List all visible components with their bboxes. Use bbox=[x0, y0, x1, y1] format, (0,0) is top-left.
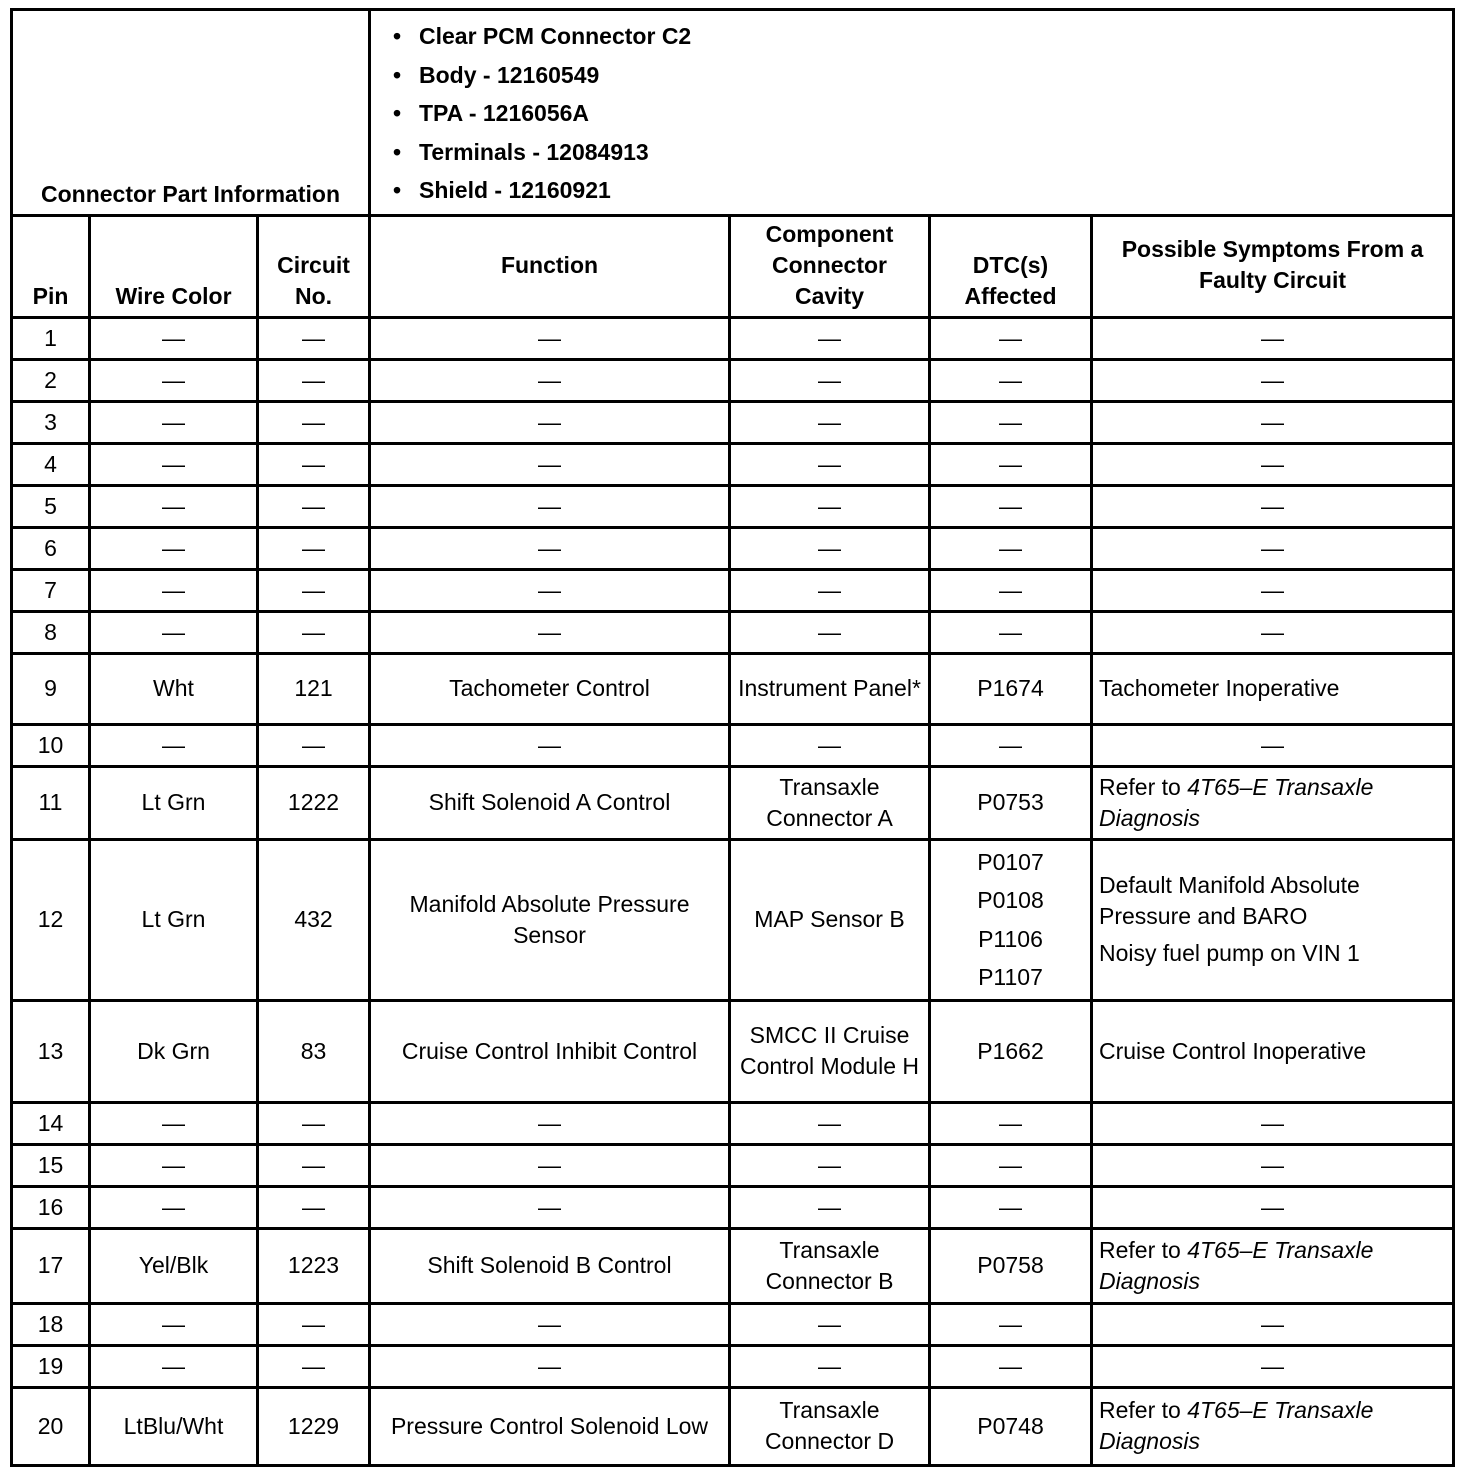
symptom-text: — bbox=[1261, 1109, 1285, 1136]
component-cavity-cell: — bbox=[730, 1102, 930, 1144]
circuit-number-cell: — bbox=[258, 1144, 370, 1186]
symptoms-cell bbox=[1092, 611, 1454, 653]
wire-color-cell: Yel/Blk bbox=[90, 1228, 258, 1303]
symptoms-cell bbox=[1092, 1345, 1454, 1387]
pin-cell: 12 bbox=[12, 839, 90, 1000]
symptom-text: — bbox=[1261, 324, 1285, 351]
circuit-number-cell: 83 bbox=[258, 1000, 370, 1102]
circuit-number-cell: — bbox=[258, 1303, 370, 1345]
wire-color-cell: — bbox=[90, 724, 258, 766]
component-cavity-cell: Transaxle Connector A bbox=[730, 766, 930, 839]
pin-cell: 10 bbox=[12, 724, 90, 766]
symptoms-cell bbox=[1092, 317, 1454, 359]
symptoms-cell bbox=[1092, 1228, 1454, 1303]
symptom-text: — bbox=[1261, 450, 1285, 477]
component-cavity-cell: — bbox=[730, 724, 930, 766]
component-cavity-cell: SMCC II Cruise Control Module H bbox=[730, 1000, 930, 1102]
dtc-code: — bbox=[999, 1352, 1022, 1379]
component-cavity-cell: — bbox=[730, 401, 930, 443]
connector-info-item: • TPA - 1216056A bbox=[419, 94, 1446, 133]
circuit-number-cell: — bbox=[258, 401, 370, 443]
dtc-code: — bbox=[999, 618, 1022, 645]
table-row bbox=[12, 1144, 1454, 1186]
connector-info-label: Connector Part Information bbox=[12, 10, 370, 216]
symptom-text: — bbox=[1261, 1193, 1285, 1220]
table-row bbox=[12, 1000, 1454, 1102]
symptoms-cell bbox=[1092, 527, 1454, 569]
circuit-number-cell: — bbox=[258, 611, 370, 653]
dtc-code: — bbox=[999, 324, 1022, 351]
table-row bbox=[12, 724, 1454, 766]
wire-color-cell: Lt Grn bbox=[90, 766, 258, 839]
pin-cell: 13 bbox=[12, 1000, 90, 1102]
symptom-text: Cruise Control Inoperative bbox=[1099, 1037, 1367, 1064]
circuit-number-cell: — bbox=[258, 359, 370, 401]
dtc-cell bbox=[930, 1303, 1092, 1345]
wire-color-cell: — bbox=[90, 317, 258, 359]
symptom-refer-link[interactable]: 4T65–E Transaxle Diagnosis bbox=[1099, 773, 1374, 831]
symptom-refer-link[interactable]: 4T65–E Transaxle Diagnosis bbox=[1099, 1397, 1374, 1455]
table-row bbox=[12, 611, 1454, 653]
table-row bbox=[12, 443, 1454, 485]
symptoms-cell bbox=[1092, 1303, 1454, 1345]
dtc-code: — bbox=[999, 1109, 1022, 1136]
component-cavity-cell: — bbox=[730, 1186, 930, 1228]
symptoms-cell bbox=[1092, 724, 1454, 766]
function-cell: Cruise Control Inhibit Control bbox=[370, 1000, 730, 1102]
dtc-code: P0108 bbox=[977, 887, 1044, 914]
pin-cell: 16 bbox=[12, 1186, 90, 1228]
function-cell: Shift Solenoid A Control bbox=[370, 766, 730, 839]
function-cell: Pressure Control Solenoid Low bbox=[370, 1387, 730, 1465]
header-wire-color: Wire Color bbox=[90, 215, 258, 317]
component-cavity-cell: Instrument Panel* bbox=[730, 653, 930, 724]
circuit-number-cell: 1222 bbox=[258, 766, 370, 839]
wire-color-cell: — bbox=[90, 1144, 258, 1186]
circuit-number-cell: — bbox=[258, 1102, 370, 1144]
component-cavity-cell: — bbox=[730, 611, 930, 653]
symptoms-cell bbox=[1092, 1102, 1454, 1144]
circuit-number-cell: 1229 bbox=[258, 1387, 370, 1465]
dtc-cell bbox=[930, 1144, 1092, 1186]
symptom-text: — bbox=[1261, 366, 1285, 393]
function-cell: — bbox=[370, 401, 730, 443]
wire-color-cell: — bbox=[90, 569, 258, 611]
symptoms-cell bbox=[1092, 359, 1454, 401]
symptom-text: — bbox=[1261, 731, 1285, 758]
symptoms-cell bbox=[1092, 766, 1454, 839]
component-cavity-cell: — bbox=[730, 359, 930, 401]
dtc-code: — bbox=[999, 534, 1022, 561]
connector-pinout-table bbox=[10, 8, 1455, 1467]
dtc-cell bbox=[930, 724, 1092, 766]
connector-info-list bbox=[377, 13, 1446, 212]
wire-color-cell: — bbox=[90, 611, 258, 653]
dtc-code: P0107 bbox=[977, 848, 1044, 875]
connector-info-item: • Terminals - 12084913 bbox=[419, 133, 1446, 172]
symptoms-cell bbox=[1092, 569, 1454, 611]
circuit-number-cell: 121 bbox=[258, 653, 370, 724]
symptoms-cell bbox=[1092, 443, 1454, 485]
pin-cell: 7 bbox=[12, 569, 90, 611]
pin-cell: 20 bbox=[12, 1387, 90, 1465]
table-row bbox=[12, 1387, 1454, 1465]
dtc-cell bbox=[930, 839, 1092, 1000]
table-row bbox=[12, 653, 1454, 724]
component-cavity-cell: — bbox=[730, 1144, 930, 1186]
function-cell: — bbox=[370, 317, 730, 359]
connector-info-item: • Shield - 12160921 bbox=[419, 171, 1446, 210]
function-cell: — bbox=[370, 1186, 730, 1228]
table-row bbox=[12, 1345, 1454, 1387]
symptoms-cell bbox=[1092, 401, 1454, 443]
pin-cell: 5 bbox=[12, 485, 90, 527]
table-row bbox=[12, 317, 1454, 359]
function-cell: Tachometer Control bbox=[370, 653, 730, 724]
function-cell: — bbox=[370, 1345, 730, 1387]
circuit-number-cell: — bbox=[258, 1186, 370, 1228]
symptom-text: Tachometer Inoperative bbox=[1099, 675, 1340, 702]
wire-color-cell: LtBlu/Wht bbox=[90, 1387, 258, 1465]
pin-cell: 17 bbox=[12, 1228, 90, 1303]
dtc-cell bbox=[930, 611, 1092, 653]
dtc-code: — bbox=[999, 576, 1022, 603]
wire-color-cell: — bbox=[90, 1186, 258, 1228]
dtc-code: — bbox=[999, 1310, 1022, 1337]
function-cell: — bbox=[370, 443, 730, 485]
circuit-number-cell: — bbox=[258, 485, 370, 527]
pin-cell: 2 bbox=[12, 359, 90, 401]
circuit-number-cell: 432 bbox=[258, 839, 370, 1000]
dtc-cell bbox=[930, 359, 1092, 401]
symptom-text: — bbox=[1261, 408, 1285, 435]
header-possible-symptoms: Possible Symptoms From a Faulty Circuit bbox=[1092, 215, 1454, 317]
symptom-refer-prefix: Refer to bbox=[1099, 1397, 1188, 1424]
dtc-cell bbox=[930, 1186, 1092, 1228]
table-row bbox=[12, 839, 1454, 1000]
table-row bbox=[12, 401, 1454, 443]
circuit-number-cell: 1223 bbox=[258, 1228, 370, 1303]
symptoms-cell bbox=[1092, 485, 1454, 527]
wire-color-cell: Dk Grn bbox=[90, 1000, 258, 1102]
symptoms-cell bbox=[1092, 653, 1454, 724]
component-cavity-cell: — bbox=[730, 569, 930, 611]
component-cavity-cell: — bbox=[730, 1345, 930, 1387]
symptoms-cell bbox=[1092, 1186, 1454, 1228]
pin-cell: 8 bbox=[12, 611, 90, 653]
header-pin: Pin bbox=[12, 215, 90, 317]
component-cavity-cell: — bbox=[730, 485, 930, 527]
component-cavity-cell: — bbox=[730, 317, 930, 359]
circuit-number-cell: — bbox=[258, 443, 370, 485]
circuit-number-cell: — bbox=[258, 527, 370, 569]
wire-color-cell: — bbox=[90, 485, 258, 527]
dtc-code: — bbox=[999, 731, 1022, 758]
symptom-text: Default Manifold Absolute Pressure and BARO bbox=[1099, 872, 1360, 930]
symptom-refer-prefix: Refer to bbox=[1099, 1236, 1188, 1263]
table-row bbox=[12, 1303, 1454, 1345]
function-cell: — bbox=[370, 611, 730, 653]
function-cell: — bbox=[370, 485, 730, 527]
function-cell: — bbox=[370, 359, 730, 401]
table-row bbox=[12, 1228, 1454, 1303]
symptom-text: — bbox=[1261, 492, 1285, 519]
circuit-number-cell: — bbox=[258, 317, 370, 359]
dtc-code: — bbox=[999, 366, 1022, 393]
component-cavity-cell: — bbox=[730, 1303, 930, 1345]
table-row bbox=[12, 1102, 1454, 1144]
header-circuit-no: Circuit No. bbox=[258, 215, 370, 317]
wire-color-cell: — bbox=[90, 1303, 258, 1345]
dtc-code: — bbox=[999, 1151, 1022, 1178]
function-cell: — bbox=[370, 724, 730, 766]
pin-cell: 14 bbox=[12, 1102, 90, 1144]
table-row bbox=[12, 1186, 1454, 1228]
dtc-cell bbox=[930, 1345, 1092, 1387]
symptoms-cell bbox=[1092, 839, 1454, 1000]
dtc-code: P0748 bbox=[977, 1412, 1044, 1439]
wire-color-cell: Wht bbox=[90, 653, 258, 724]
dtc-code: — bbox=[999, 450, 1022, 477]
function-cell: — bbox=[370, 1144, 730, 1186]
connector-info-cell bbox=[370, 10, 1454, 216]
pin-cell: 4 bbox=[12, 443, 90, 485]
header-function: Function bbox=[370, 215, 730, 317]
table-row bbox=[12, 527, 1454, 569]
dtc-code: P1107 bbox=[978, 964, 1043, 991]
connector-info-item: • Body - 12160549 bbox=[419, 56, 1446, 95]
function-cell: — bbox=[370, 1102, 730, 1144]
table-row bbox=[12, 766, 1454, 839]
dtc-cell bbox=[930, 485, 1092, 527]
connector-info-item: • Clear PCM Connector C2 bbox=[419, 17, 1446, 56]
symptoms-cell bbox=[1092, 1000, 1454, 1102]
wire-color-cell: — bbox=[90, 401, 258, 443]
symptoms-cell bbox=[1092, 1144, 1454, 1186]
function-cell: — bbox=[370, 1303, 730, 1345]
connector-info-row bbox=[12, 10, 1454, 216]
function-cell: — bbox=[370, 527, 730, 569]
dtc-cell bbox=[930, 317, 1092, 359]
wire-color-cell: — bbox=[90, 443, 258, 485]
dtc-cell bbox=[930, 401, 1092, 443]
wire-color-cell: — bbox=[90, 1345, 258, 1387]
header-component-connector-cavity: Component Connector Cavity bbox=[730, 215, 930, 317]
symptom-text: — bbox=[1261, 1310, 1285, 1337]
wire-color-cell: — bbox=[90, 359, 258, 401]
wire-color-cell: — bbox=[90, 527, 258, 569]
symptom-text: — bbox=[1261, 618, 1285, 645]
pin-cell: 11 bbox=[12, 766, 90, 839]
pin-cell: 19 bbox=[12, 1345, 90, 1387]
circuit-number-cell: — bbox=[258, 1345, 370, 1387]
component-cavity-cell: — bbox=[730, 527, 930, 569]
dtc-code: — bbox=[999, 492, 1022, 519]
dtc-cell bbox=[930, 1102, 1092, 1144]
table-row bbox=[12, 359, 1454, 401]
pin-cell: 9 bbox=[12, 653, 90, 724]
dtc-cell bbox=[930, 1000, 1092, 1102]
connector-table-sheet bbox=[10, 8, 1452, 1467]
wire-color-cell: — bbox=[90, 1102, 258, 1144]
function-cell: — bbox=[370, 569, 730, 611]
circuit-number-cell: — bbox=[258, 724, 370, 766]
pin-cell: 18 bbox=[12, 1303, 90, 1345]
dtc-code: — bbox=[999, 1193, 1022, 1220]
component-cavity-cell: — bbox=[730, 443, 930, 485]
dtc-code: P1674 bbox=[977, 675, 1044, 702]
symptom-text: — bbox=[1261, 1151, 1285, 1178]
symptom-refer-link[interactable]: 4T65–E Transaxle Diagnosis bbox=[1099, 1236, 1374, 1294]
dtc-cell bbox=[930, 766, 1092, 839]
symptoms-cell bbox=[1092, 1387, 1454, 1465]
dtc-cell bbox=[930, 443, 1092, 485]
dtc-code: P0758 bbox=[977, 1252, 1044, 1279]
dtc-code: — bbox=[999, 408, 1022, 435]
dtc-cell bbox=[930, 1387, 1092, 1465]
symptom-text: — bbox=[1261, 534, 1285, 561]
header-row bbox=[12, 215, 1454, 317]
dtc-cell bbox=[930, 569, 1092, 611]
header-dtcs-affected: DTC(s) Affected bbox=[930, 215, 1092, 317]
dtc-code: P0753 bbox=[977, 789, 1044, 816]
circuit-number-cell: — bbox=[258, 569, 370, 611]
dtc-cell bbox=[930, 1228, 1092, 1303]
symptom-text: — bbox=[1261, 1352, 1285, 1379]
dtc-cell bbox=[930, 653, 1092, 724]
component-cavity-cell: MAP Sensor B bbox=[730, 839, 930, 1000]
dtc-cell bbox=[930, 527, 1092, 569]
pin-cell: 15 bbox=[12, 1144, 90, 1186]
dtc-code: P1662 bbox=[977, 1037, 1044, 1064]
table-row bbox=[12, 569, 1454, 611]
pin-cell: 6 bbox=[12, 527, 90, 569]
symptom-refer-prefix: Refer to bbox=[1099, 773, 1188, 800]
pin-cell: 3 bbox=[12, 401, 90, 443]
dtc-code: P1106 bbox=[978, 925, 1043, 952]
component-cavity-cell: Transaxle Connector D bbox=[730, 1387, 930, 1465]
function-cell: Shift Solenoid B Control bbox=[370, 1228, 730, 1303]
pin-cell: 1 bbox=[12, 317, 90, 359]
function-cell: Manifold Absolute Pressure Sensor bbox=[370, 839, 730, 1000]
table-row bbox=[12, 485, 1454, 527]
wire-color-cell: Lt Grn bbox=[90, 839, 258, 1000]
component-cavity-cell: Transaxle Connector B bbox=[730, 1228, 930, 1303]
symptom-text: — bbox=[1261, 576, 1285, 603]
symptom-text: Noisy fuel pump on VIN 1 bbox=[1099, 940, 1360, 967]
